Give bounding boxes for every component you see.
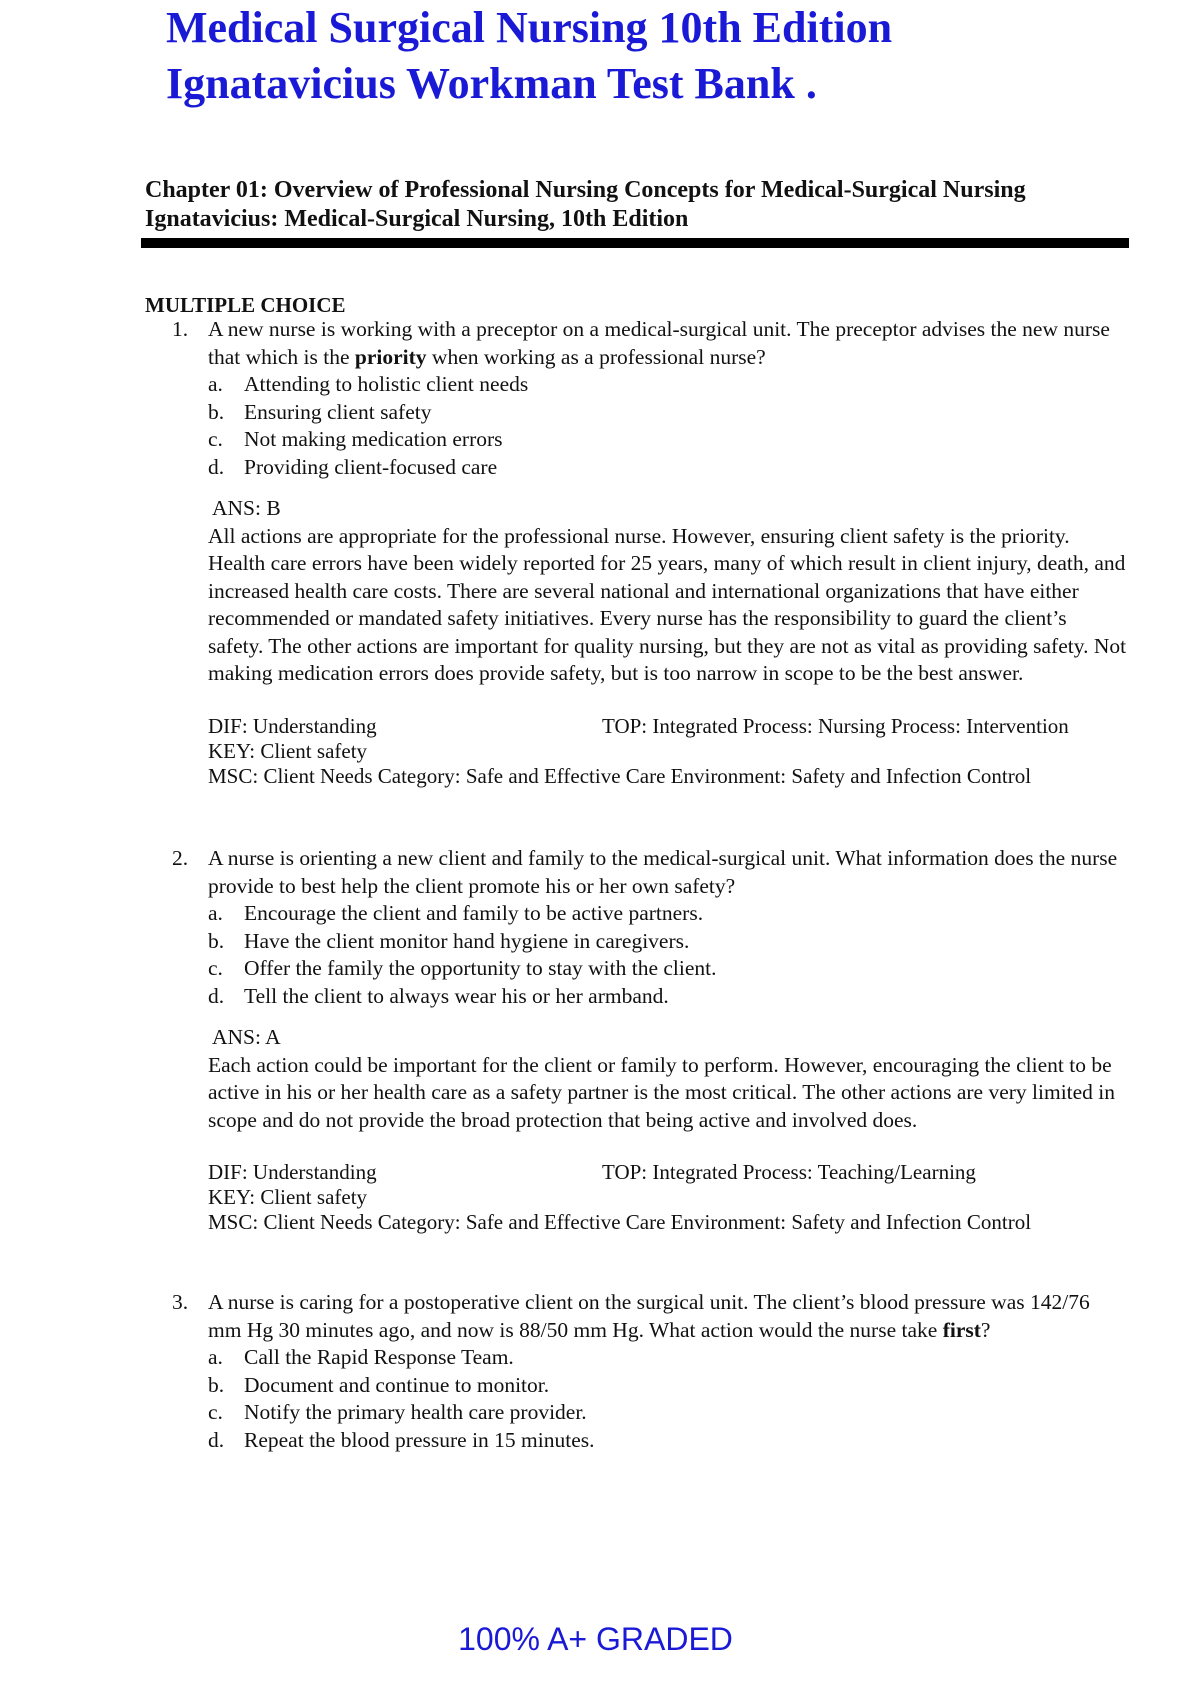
question-number: 3. [172,1290,189,1314]
banner-line-2: Ignatavicius Workman Test Bank . [166,59,817,108]
choice-letter: a. [208,901,223,925]
answer-block [208,495,1127,688]
answer-key: ANS: A [212,1025,281,1049]
question-metadata [208,714,1127,789]
choice-a [172,900,1127,928]
choice-letter: d. [208,1427,225,1452]
choice-b [172,1372,1127,1400]
banner-line-1: Medical Surgical Nursing 10th Edition [166,3,893,52]
choice-text: Have the client monitor hand hygiene in caregivers. [244,928,690,953]
choice-letter: d. [208,983,225,1008]
choice-d [172,454,1127,482]
question-2 [172,845,1127,1235]
choice-text: Document and continue to monitor. [244,1372,550,1397]
topic: TOP: Integrated Process: Nursing Process: Intervention [602,713,1069,738]
stem-text: A new nurse is working with a preceptor on a medical-surgical unit. The preceptor advises the new nurse that which is the [208,317,1110,369]
choice-text: Tell the client to always wear his or her armband. [244,983,669,1008]
stem-text: A nurse is caring for a postoperative client on the surgical unit. The client’s blood pressure was 142/76 mm Hg 30 minutes ago, and now is 88/50 mm Hg. What action would the nurse take [208,1290,1090,1342]
choice-a [172,371,1127,399]
stem-text-end: ? [980,1317,991,1342]
choice-text: Providing client-focused care [244,454,498,479]
keyword: KEY: Client safety [208,738,368,763]
msc-category: MSC: Client Needs Category: Safe and Effective Care Environment: Safety and Infection Control [208,763,1032,788]
choice-d [172,983,1127,1011]
question-number: 1. [172,317,189,341]
choice-letter: a. [208,1345,223,1369]
choice-letter: c. [208,956,223,980]
heading-rule [141,238,1129,248]
choice-c [172,426,1127,454]
answer-key: ANS: B [212,496,281,520]
choice-letter: d. [208,454,225,479]
question-number: 2. [172,846,189,870]
choice-b [172,399,1127,427]
choice-text: Call the Rapid Response Team. [244,1345,514,1369]
stem-text-end: when working as a professional nurse? [426,344,766,369]
choice-text: Offer the family the opportunity to stay with the client. [244,956,717,980]
rationale: All actions are appropriate for the professional nurse. However, ensuring client safety is the priority. Health care errors have been widely reported for 25 years, many of which result in client injury, death, and increased health care costs. There are several national and international organizations that have either recommended or mandated safety initiatives. Every nurse has the responsibility to guard the client’s safety. The other actions are important for quality nursing, but they are not as vital as providing safety. Not making medication errors does provide safety, but is too narrow in scope to be the best answer. [208,523,1127,685]
choice-letter: c. [208,427,223,451]
question-1 [172,316,1127,789]
difficulty: DIF: Understanding [208,1160,377,1184]
question-3 [172,1289,1127,1454]
choice-text: Ensuring client safety [244,399,432,424]
choice-b [172,928,1127,956]
choice-text: Not making medication errors [244,427,503,451]
question-stem [172,845,1127,900]
choice-text: Notify the primary health care provider. [244,1400,587,1424]
chapter-heading [145,176,1135,234]
answer-block [208,1024,1127,1134]
choice-letter: b. [208,928,225,953]
footer-grade-badge: 100% A+ GRADED [458,1621,733,1657]
choice-text: Attending to holistic client needs [244,372,529,396]
chapter-title: Chapter 01: Overview of Professional Nursing Concepts for Medical-Surgical Nursing [145,177,1026,203]
choice-letter: b. [208,1372,225,1397]
topic: TOP: Integrated Process: Teaching/Learning [602,1160,976,1184]
section-title: MULTIPLE CHOICE [145,293,346,317]
question-stem [172,316,1127,371]
choice-text: Repeat the blood pressure in 15 minutes. [244,1427,595,1452]
document-banner [166,0,1166,112]
stem-emphasis: first [942,1317,981,1342]
question-stem [172,1289,1127,1344]
difficulty: DIF: Understanding [208,713,377,738]
choice-letter: c. [208,1400,223,1424]
keyword: KEY: Client safety [208,1185,368,1209]
choice-c [172,1399,1127,1427]
msc-category: MSC: Client Needs Category: Safe and Effective Care Environment: Safety and Infection Control [208,1210,1032,1234]
choice-letter: b. [208,399,225,424]
question-metadata [208,1160,1127,1235]
choice-text: Encourage the client and family to be active partners. [244,901,704,925]
stem-emphasis: priority [354,344,427,369]
rationale: Each action could be important for the client or family to perform. However, encouraging the client to be active in his or her health care as a safety partner is the most critical. The other actions are very limited in scope and do not provide the broad protection that being active and involved does. [208,1052,1116,1132]
choice-a [172,1344,1127,1372]
stem-text: A nurse is orienting a new client and family to the medical-surgical unit. What information does the nurse provide to best help the client promote his or her own safety? [208,846,1118,898]
choice-c [172,955,1127,983]
book-title: Ignatavicius: Medical-Surgical Nursing, 10th Edition [145,206,689,232]
choice-d [172,1427,1127,1455]
choice-letter: a. [208,372,223,396]
